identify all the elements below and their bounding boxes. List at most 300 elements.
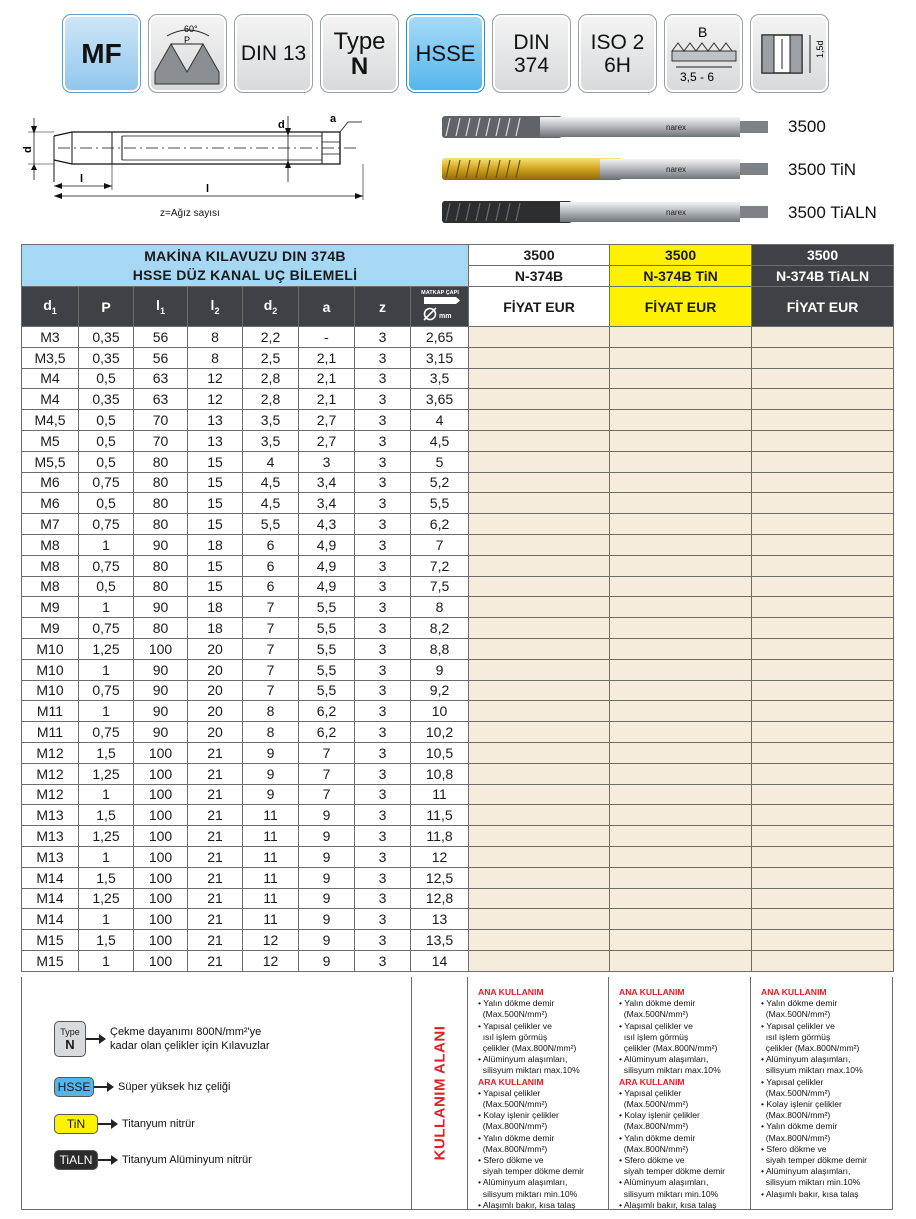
usage-item: • Sfero dökme ve [761, 1143, 827, 1154]
price-cell[interactable] [752, 722, 894, 743]
price-cell[interactable] [752, 472, 894, 493]
table-cell: 10,5 [411, 742, 469, 763]
price-cell[interactable] [469, 742, 610, 763]
table-cell: 6 [243, 555, 299, 576]
table-cell: 1 [79, 597, 134, 618]
price-cell[interactable] [610, 389, 752, 410]
price-cell[interactable] [752, 763, 894, 784]
dim-a: a [330, 113, 337, 125]
table-cell: 0,75 [79, 514, 134, 535]
table-cell: 9 [299, 930, 355, 951]
table-cell: 15 [188, 451, 243, 472]
product-label-3500-tin: 3500 TiN [788, 160, 857, 179]
usage-item: • Kolay işlenir çelikler [478, 1110, 559, 1121]
table-cell: 3 [355, 659, 411, 680]
price-cell[interactable] [610, 680, 752, 701]
dim-d1: d [22, 146, 34, 153]
table-cell: M13 [22, 846, 79, 867]
table-cell: M4,5 [22, 410, 79, 431]
table-cell: 1,5 [79, 805, 134, 826]
price-cell[interactable] [752, 430, 894, 451]
price-cell[interactable] [752, 389, 894, 410]
price-cell[interactable] [610, 805, 752, 826]
table-cell: 4,9 [299, 576, 355, 597]
price-cell[interactable] [469, 514, 610, 535]
table-cell: M4 [22, 389, 79, 410]
usage-item: • Alüminyum alaşımları, [619, 1177, 709, 1188]
table-cell: 90 [134, 597, 188, 618]
usage-item: • Yalın dökme demir [619, 1132, 696, 1143]
price-cell[interactable] [610, 846, 752, 867]
price-cell[interactable] [469, 784, 610, 805]
badge-hsse [406, 14, 485, 93]
table-cell: 12,8 [411, 888, 469, 909]
table-cell: 0,35 [79, 389, 134, 410]
legend-hsse-chip: HSSE [54, 1077, 94, 1097]
price-cell[interactable] [752, 534, 894, 555]
table-cell: 11 [243, 888, 299, 909]
price-cell[interactable] [752, 618, 894, 639]
table-cell: 5,2 [411, 472, 469, 493]
badge-iso2 [578, 14, 657, 93]
table-row [22, 493, 894, 514]
table-cell: 21 [188, 742, 243, 763]
price-cell[interactable] [610, 430, 752, 451]
table-row [22, 722, 894, 743]
table-cell: 5,5 [299, 618, 355, 639]
legend-type-n [54, 1021, 285, 1057]
table-cell: 18 [188, 618, 243, 639]
table-cell: 3,65 [411, 389, 469, 410]
table-cell: 70 [134, 430, 188, 451]
table-title-line1: MAKİNA KILAVUZU DIN 374B [144, 247, 346, 264]
table-cell: 1 [79, 659, 134, 680]
table-cell: 9 [299, 867, 355, 888]
table-cell: 12 [188, 389, 243, 410]
table-cell: M14 [22, 888, 79, 909]
table-row [22, 888, 894, 909]
price-cell[interactable] [469, 451, 610, 472]
table-cell: 0,5 [79, 576, 134, 597]
dim-d2: d [278, 119, 285, 131]
table-cell: 0,5 [79, 451, 134, 472]
table-cell: 100 [134, 909, 188, 930]
badge-din13-label: DIN 13 [240, 41, 307, 65]
col-d2-sub: 2 [272, 305, 278, 316]
table-cell: 3 [355, 430, 411, 451]
table-cell: 5,5 [299, 659, 355, 680]
table-cell: 11,5 [411, 805, 469, 826]
price-cell[interactable] [752, 701, 894, 722]
table-cell: 2,5 [243, 347, 299, 368]
usage-item: (Max.500N/mm²) [478, 1099, 548, 1110]
table-row [22, 389, 894, 410]
table-row [22, 451, 894, 472]
usage-item: (Max.500N/mm²) [761, 1009, 831, 1020]
table-cell: 20 [188, 680, 243, 701]
table-cell: 9 [299, 909, 355, 930]
price-cell[interactable] [752, 327, 894, 348]
table-cell: 15 [188, 555, 243, 576]
table-cell: M3,5 [22, 347, 79, 368]
table-cell: M9 [22, 597, 79, 618]
table-cell: 3 [355, 327, 411, 348]
price-cell[interactable] [610, 368, 752, 389]
badge-depth [750, 14, 829, 93]
price-cell[interactable] [469, 430, 610, 451]
price-cell[interactable] [610, 618, 752, 639]
usage-item: silisyum miktarı max.10% [478, 1065, 580, 1076]
price-cell[interactable] [469, 763, 610, 784]
table-cell: 0,5 [79, 410, 134, 431]
price-cell[interactable] [469, 597, 610, 618]
price-cell[interactable] [469, 805, 610, 826]
price-cell[interactable] [610, 327, 752, 348]
usage-item: siyah temper dökme demir [761, 1155, 868, 1166]
table-cell: 90 [134, 701, 188, 722]
price-cell[interactable] [610, 555, 752, 576]
price-cell[interactable] [610, 451, 752, 472]
usage-heading: ANA KULLANIM [761, 987, 827, 997]
col-p: P [79, 287, 134, 327]
price-cell[interactable] [469, 867, 610, 888]
table-cell: 15 [188, 514, 243, 535]
price-cell[interactable] [610, 722, 752, 743]
table-cell: 6 [243, 576, 299, 597]
table-cell: M12 [22, 784, 79, 805]
table-cell: M15 [22, 950, 79, 971]
price-cell[interactable] [469, 888, 610, 909]
price-cell[interactable] [469, 909, 610, 930]
table-cell: 7 [299, 742, 355, 763]
table-cell: 3 [355, 347, 411, 368]
table-cell: 90 [134, 680, 188, 701]
table-cell: 5,5 [299, 638, 355, 659]
table-cell: 7 [299, 763, 355, 784]
price-cell[interactable] [752, 597, 894, 618]
price-cell[interactable] [752, 576, 894, 597]
table-row [22, 430, 894, 451]
legend-hsse-text: Süper yüksek hız çeliği [118, 1081, 231, 1093]
price-cell[interactable] [469, 368, 610, 389]
table-cell: 15 [188, 576, 243, 597]
table-row [22, 514, 894, 535]
price-cell[interactable] [469, 950, 610, 971]
table-cell: 1 [79, 701, 134, 722]
usage-item: • Kolay işlenir çelikler [761, 1099, 842, 1110]
table-cell: M11 [22, 722, 79, 743]
table-cell: 4,5 [243, 472, 299, 493]
price-cell[interactable] [610, 410, 752, 431]
table-cell: 11 [243, 826, 299, 847]
table-cell: 9 [299, 805, 355, 826]
table-cell: 1,5 [79, 742, 134, 763]
price-cell[interactable] [752, 784, 894, 805]
price-cell[interactable] [610, 472, 752, 493]
price-cell[interactable] [469, 327, 610, 348]
price-cell[interactable] [469, 680, 610, 701]
usage-item: (Max.500N/mm²) [619, 1099, 689, 1110]
price-cell[interactable] [752, 930, 894, 951]
badge-iso-line1: ISO 2 [590, 30, 645, 54]
table-row [22, 597, 894, 618]
price-cell[interactable] [469, 846, 610, 867]
price-cell[interactable] [610, 597, 752, 618]
table-cell: 90 [134, 659, 188, 680]
table-cell: 100 [134, 805, 188, 826]
table-cell: 100 [134, 867, 188, 888]
table-cell: 0,5 [79, 493, 134, 514]
badge-type-line1: Type [333, 27, 386, 55]
table-row [22, 742, 894, 763]
price-cell[interactable] [752, 514, 894, 535]
table-cell: 4,9 [299, 555, 355, 576]
table-cell: 3 [355, 784, 411, 805]
price-cell[interactable] [610, 576, 752, 597]
usage-item: • Sfero dökme ve [619, 1155, 685, 1166]
table-row [22, 327, 894, 348]
drill-diameter-icon [418, 287, 462, 323]
table-cell: M9 [22, 618, 79, 639]
price-cell[interactable] [469, 659, 610, 680]
table-cell: 3 [355, 805, 411, 826]
table-cell: 9 [411, 659, 469, 680]
legend-tialn-text: Titanyum Alüminyum nitrür [122, 1154, 252, 1166]
brand-mark-2: narex [666, 165, 687, 174]
chamfer-form-icon [668, 21, 740, 87]
price-cell[interactable] [610, 638, 752, 659]
table-cell: 80 [134, 451, 188, 472]
table-cell: 3,5 [411, 368, 469, 389]
price-cell[interactable] [469, 701, 610, 722]
table-cell: 0,75 [79, 722, 134, 743]
table-cell: 3 [299, 451, 355, 472]
col-d2 [243, 287, 299, 327]
table-cell: 4 [243, 451, 299, 472]
price-cell[interactable] [610, 347, 752, 368]
legend-tin-chip: TiN [54, 1114, 98, 1134]
badge-din13 [234, 14, 313, 93]
price-cell[interactable] [610, 534, 752, 555]
usage-item: • Yalın dökme demir [761, 1121, 838, 1132]
usage-item: • Yapısal çelikler [761, 1076, 824, 1087]
table-cell: 15 [188, 472, 243, 493]
usage-item: (Max.800N/mm²) [619, 1121, 689, 1132]
table-cell: 8 [243, 722, 299, 743]
price-cell[interactable] [752, 867, 894, 888]
price-cell[interactable] [752, 826, 894, 847]
table-cell: 8 [411, 597, 469, 618]
table-row [22, 576, 894, 597]
thread-pitch-label: P [183, 34, 190, 45]
price-cell[interactable] [469, 347, 610, 368]
price-cell[interactable] [752, 493, 894, 514]
col-d2-text: d [263, 297, 273, 314]
price-cell[interactable] [469, 576, 610, 597]
price-cell[interactable] [752, 638, 894, 659]
price-cell[interactable] [610, 763, 752, 784]
price-cell[interactable] [610, 867, 752, 888]
legend-tialn [54, 1150, 252, 1170]
group3-name: N-374B TiALN [752, 266, 894, 287]
depth-label: 1,5d [814, 39, 825, 58]
price-cell[interactable] [752, 680, 894, 701]
table-row [22, 680, 894, 701]
table-cell: 0,5 [79, 368, 134, 389]
table-cell: 3 [355, 576, 411, 597]
table-cell: 11 [243, 867, 299, 888]
table-cell: 21 [188, 846, 243, 867]
price-cell[interactable] [752, 555, 894, 576]
legend-type-chip [54, 1021, 86, 1057]
usage-item: • Yalın dökme demir [478, 1132, 555, 1143]
usage-item: çelikler (Max.800N/mm²) [478, 1043, 577, 1054]
table-cell: M12 [22, 763, 79, 784]
price-cell[interactable] [610, 493, 752, 514]
usage-item: • Alaşımlı bakır, kısa talaş [761, 1188, 859, 1199]
usage-item: • Alaşımlı bakır, kısa talaş [619, 1199, 717, 1210]
table-cell: M8 [22, 555, 79, 576]
table-cell: 8 [188, 347, 243, 368]
legend-type-chip-line1: Type [60, 1026, 80, 1037]
table-cell: 12 [243, 930, 299, 951]
col-l2 [188, 287, 243, 327]
product-label-3500-tialn: 3500 TiALN [788, 203, 877, 222]
table-cell: 0,75 [79, 472, 134, 493]
price-cell[interactable] [610, 742, 752, 763]
table-row [22, 784, 894, 805]
table-row [22, 930, 894, 951]
col-d1 [22, 287, 79, 327]
usage-heading: ARA KULLANIM [478, 1076, 544, 1087]
price-cell[interactable] [752, 888, 894, 909]
usage-item: (Max.800N/mm²) [478, 1143, 548, 1154]
price-cell[interactable] [610, 784, 752, 805]
table-cell: 21 [188, 867, 243, 888]
price-cell[interactable] [469, 493, 610, 514]
table-cell: 9 [299, 888, 355, 909]
price-cell[interactable] [610, 930, 752, 951]
table-cell: 7 [411, 534, 469, 555]
table-cell: 9 [299, 826, 355, 847]
table-cell: 9 [299, 846, 355, 867]
table-cell: 3 [355, 909, 411, 930]
price-cell[interactable] [469, 534, 610, 555]
group2-price: FİYAT EUR [610, 287, 752, 327]
group2-code: 3500 [610, 245, 752, 266]
usage-item: • Yapısal çelikler ve [761, 1020, 835, 1031]
table-cell: 3 [355, 950, 411, 971]
table-cell: 21 [188, 763, 243, 784]
price-cell[interactable] [752, 742, 894, 763]
price-cell[interactable] [610, 888, 752, 909]
price-cell[interactable] [752, 805, 894, 826]
usage-heading: ANA KULLANIM [619, 987, 685, 997]
price-cell[interactable] [469, 618, 610, 639]
price-cell[interactable] [752, 410, 894, 431]
table-cell: 0,5 [79, 430, 134, 451]
table-cell: 5,5 [299, 597, 355, 618]
table-cell: 8 [188, 327, 243, 348]
dim-l2: l [80, 173, 84, 185]
arrow-icon [94, 1086, 112, 1088]
table-cell: 6,2 [299, 701, 355, 722]
price-cell[interactable] [752, 909, 894, 930]
price-cell[interactable] [610, 514, 752, 535]
table-cell: M15 [22, 930, 79, 951]
price-cell[interactable] [752, 451, 894, 472]
table-cell: 56 [134, 327, 188, 348]
table-cell: 13 [188, 430, 243, 451]
price-cell[interactable] [469, 638, 610, 659]
table-cell: 3,5 [243, 410, 299, 431]
price-cell[interactable] [752, 659, 894, 680]
price-cell[interactable] [469, 930, 610, 951]
drill-unit-label: mm [438, 313, 451, 320]
table-cell: 3 [355, 638, 411, 659]
table-cell: M7 [22, 514, 79, 535]
badge-hsse-label: HSSE [415, 40, 476, 66]
usage-item: • Alüminyum alaşımları, [478, 1054, 568, 1065]
price-cell[interactable] [610, 701, 752, 722]
table-cell: 80 [134, 555, 188, 576]
table-cell: 20 [188, 659, 243, 680]
price-cell[interactable] [469, 722, 610, 743]
price-cell[interactable] [752, 950, 894, 971]
table-cell: 3 [355, 389, 411, 410]
price-cell[interactable] [752, 846, 894, 867]
table-cell: 80 [134, 472, 188, 493]
price-cell[interactable] [752, 347, 894, 368]
price-cell[interactable] [610, 826, 752, 847]
arrow-icon [98, 1159, 116, 1161]
table-cell: 12,5 [411, 867, 469, 888]
legend-tialn-chip: TiALN [54, 1150, 98, 1170]
price-cell[interactable] [610, 950, 752, 971]
price-cell[interactable] [469, 410, 610, 431]
legend-type-chip-line2: N [65, 1036, 75, 1052]
table-cell: 1,25 [79, 763, 134, 784]
price-cell[interactable] [469, 472, 610, 493]
table-cell: M14 [22, 867, 79, 888]
table-cell: 3 [355, 618, 411, 639]
table-cell: M3 [22, 327, 79, 348]
table-cell: 21 [188, 930, 243, 951]
price-cell[interactable] [469, 389, 610, 410]
badge-mf-label: MF [81, 37, 122, 69]
price-cell[interactable] [469, 826, 610, 847]
table-cell: 21 [188, 784, 243, 805]
badge-mf [62, 14, 141, 93]
usage-item: (Max.800N/mm²) [761, 1132, 831, 1143]
col-drill [411, 287, 469, 327]
table-cell: 7,2 [411, 555, 469, 576]
usage-item: (Max.800N/mm²) [619, 1143, 689, 1154]
table-cell: 63 [134, 389, 188, 410]
price-cell[interactable] [610, 909, 752, 930]
table-cell: 18 [188, 597, 243, 618]
table-cell: M8 [22, 534, 79, 555]
table-row [22, 909, 894, 930]
price-cell[interactable] [610, 659, 752, 680]
table-cell: M14 [22, 909, 79, 930]
table-cell: 0,75 [79, 555, 134, 576]
price-cell[interactable] [469, 555, 610, 576]
price-cell[interactable] [752, 368, 894, 389]
table-cell: 100 [134, 742, 188, 763]
usage-item: • Yapısal çelikler [478, 1087, 541, 1098]
usage-item: • Sfero dökme ve [478, 1155, 544, 1166]
